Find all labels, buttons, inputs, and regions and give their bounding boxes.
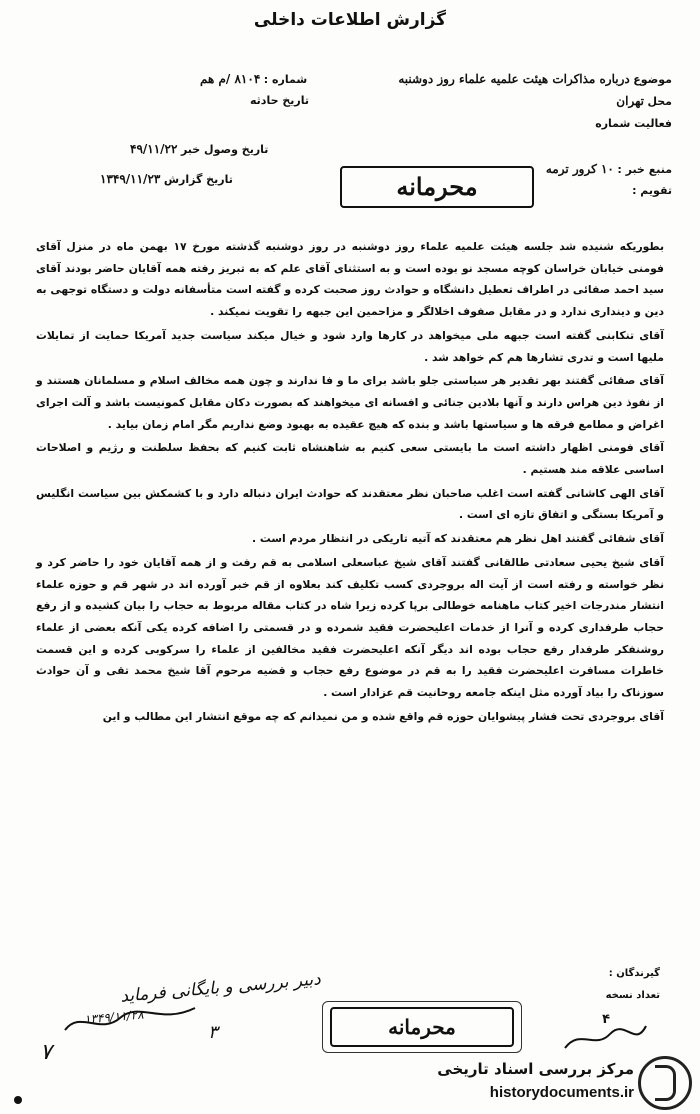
received-date-value: ۴۹/۱۱/۲۲ [130, 142, 178, 156]
signature-scribble-right [560, 1020, 650, 1060]
assessment-field [632, 184, 672, 197]
paragraph-4: آقای فومنی اظهار داشته است ما بایستی سعی کنیم به شاهنشاه ثابت کنیم که بحفظ سلطنت و رژیم و اصلاحات اساسی علاقه مند هستیم . [36, 441, 664, 477]
number-label: شماره : [263, 73, 308, 86]
number-field [200, 72, 307, 86]
watermark-name: مرکز بررسی اسناد تاریخی [437, 1060, 634, 1078]
watermark [382, 1056, 692, 1110]
confidential-stamp-bottom [330, 1007, 514, 1047]
received-date-field [130, 142, 268, 156]
signature-scribble [60, 1000, 200, 1040]
page-mark [14, 1096, 22, 1104]
report-date-label: تاریخ گزارش [163, 173, 233, 186]
report-date-value: ۱۳۴۹/۱۱/۲۳ [100, 172, 161, 186]
source-value: ۱۰ کرور ترمه [545, 162, 614, 176]
event-date-field [250, 94, 309, 107]
handwritten-number: ۳ [208, 1022, 218, 1043]
handwritten-date: ۱۳۴۹/۱۱/۲۸ [83, 1007, 145, 1027]
paragraph-1: بطوریکه شنیده شد جلسه هیئت علمیه علماء روز دوشنبه در روز دوشنبه گذشته مورخ ۱۷ بهمن ماه در منزل آقای فومنی خیابان خراسان کوچه مسجد نو بوده است و به استثنای آقای علم که به تبریز رفته همه آقایان حاضر بودند آقای سید احمد صفائی در اطراف تعطیل دانشگاه و حوادث روز صحبت کرده و گفته است متأسفانه دولت و دستگاه توجهی به دین و دینداری ندارد و در مقابل صفوف اخلالگر و مزاحمین این جبهه را تقویت نمیکند . [36, 240, 665, 319]
copies-value: ۴ [602, 1012, 610, 1027]
confidential-stamp: محرمانه [340, 166, 534, 208]
stamp-bottom-text: محرمانه [388, 1015, 456, 1039]
copies-label: تعداد نسخه [605, 990, 660, 1001]
source-field [546, 162, 672, 176]
handwritten-marginal: ۷ [40, 1040, 52, 1065]
report-date-field [100, 172, 233, 186]
activity-label: فعالیت شماره [595, 117, 672, 130]
stamp-ring [322, 1001, 522, 1053]
recipients-label: گیرندگان : [608, 968, 660, 979]
event-date-label: تاریخ حادثه [250, 94, 309, 107]
archive-logo-icon [638, 1056, 692, 1110]
received-date-label: تاریخ وصول خبر [180, 143, 269, 156]
paragraph-7: آقای شیخ یحیی سعادتی طالقانی گفتند آقای شیخ عباسعلی اسلامی به قم رفت و از همه آقایان خود را حاضر کرد و نظر خواسته و رفته است از آیت اله بروجردی کسب تکلیف کند بعلاوه از قم خبر آورده اند در شهر قم و حوزه علماء انتشار مندرجات اخیر کتاب ماهنامه خوطالی برپا کرده زیرا شاه در کتاب مقاله مربوط به حجاب را بیان کشیده و از رفع حجاب طرفداری کرده و آنرا از خدمات اعلیحضرت فقید شمرده و در قسمتی را اضافه کرده یکی آنکه بعضی از علماء روشنفکر طرفدار رفع حجاب بوده اند دیگر آنکه اعلیحضرت فقید مخالفین از علماء را سرکوبی کرده و این قسمت خاطرات مسافرت اعلیحضرت فقید را به قم در موضوع رفع حجاب و قضیه مرحوم آقا شیخ محمد تقی و آن حوادث سوزناک را بیاد آورده مثل اینکه جامعه روحانیت قم عزادار است . [36, 555, 664, 700]
document-title: گزارش اطلاعات داخلی [253, 10, 447, 30]
subject-label: موضوع [633, 73, 672, 86]
subject-value: درباره مذاکرات هیئت علمیه علماء روز دوشنبه [398, 72, 630, 86]
place-value: تهران [616, 94, 644, 108]
assessment-label: تقویم : [632, 184, 672, 197]
paragraph-5: آقای الهی کاشانی گفته است اغلب صاحبان نظر معتقدند که حوادث ایران دنباله دارد و با کشمکش بین سیاست انگلیس و آمریکا بستگی و اتفاق تازه ای است . [36, 486, 664, 522]
activity-field [595, 117, 672, 130]
report-body [36, 236, 664, 727]
source-label: منبع خبر : [617, 163, 672, 176]
paragraph-2: آقای تنکابنی گفته است جبهه ملی میخواهد در کارها وارد شود و خیال میکند سیاست جدید آمریکا حمایت از تمایلات ملیها است و تدری تشارها هم کم خواهد شد . [36, 328, 664, 364]
handwritten-annotation: دبیر بررسی و بایگانی فرماید [119, 969, 322, 1007]
subject-field [398, 72, 672, 86]
number-value: ۸۱۰۴ /م هم [200, 72, 261, 86]
watermark-url[interactable]: historydocuments.ir [489, 1084, 634, 1101]
paragraph-6: آقای شفائی گفتند اهل نظر هم معتقدند که آتیه تاریکی در انتظار مردم است . [252, 532, 664, 546]
paragraph-8: آقای بروجردی تحت فشار پیشوایان حوزه قم واقع شده و من نمیدانم که چه موقع انتشار این مطالب و این [102, 709, 664, 723]
paragraph-3: آقای صفائی گفتند بهر تقدیر هر سیاستی جلو باشد برای ما و فا ندارند و چون همه مخالف اسلام و مسلمانان هستند و از نفوذ دین هراس دارند و آنها بلادین جنائی و افسانه ای میخواهند که بصورت دکان مقابل کمونیست باشد و آلت اجرای اغراض و مطامع فرقه ها و سیاستها باشد و بنده که هیچ عقیده به بهبود وضع نداریم مگر امام زمان بیاید . [36, 374, 664, 431]
place-field [616, 94, 672, 108]
place-label: محل [647, 95, 672, 108]
